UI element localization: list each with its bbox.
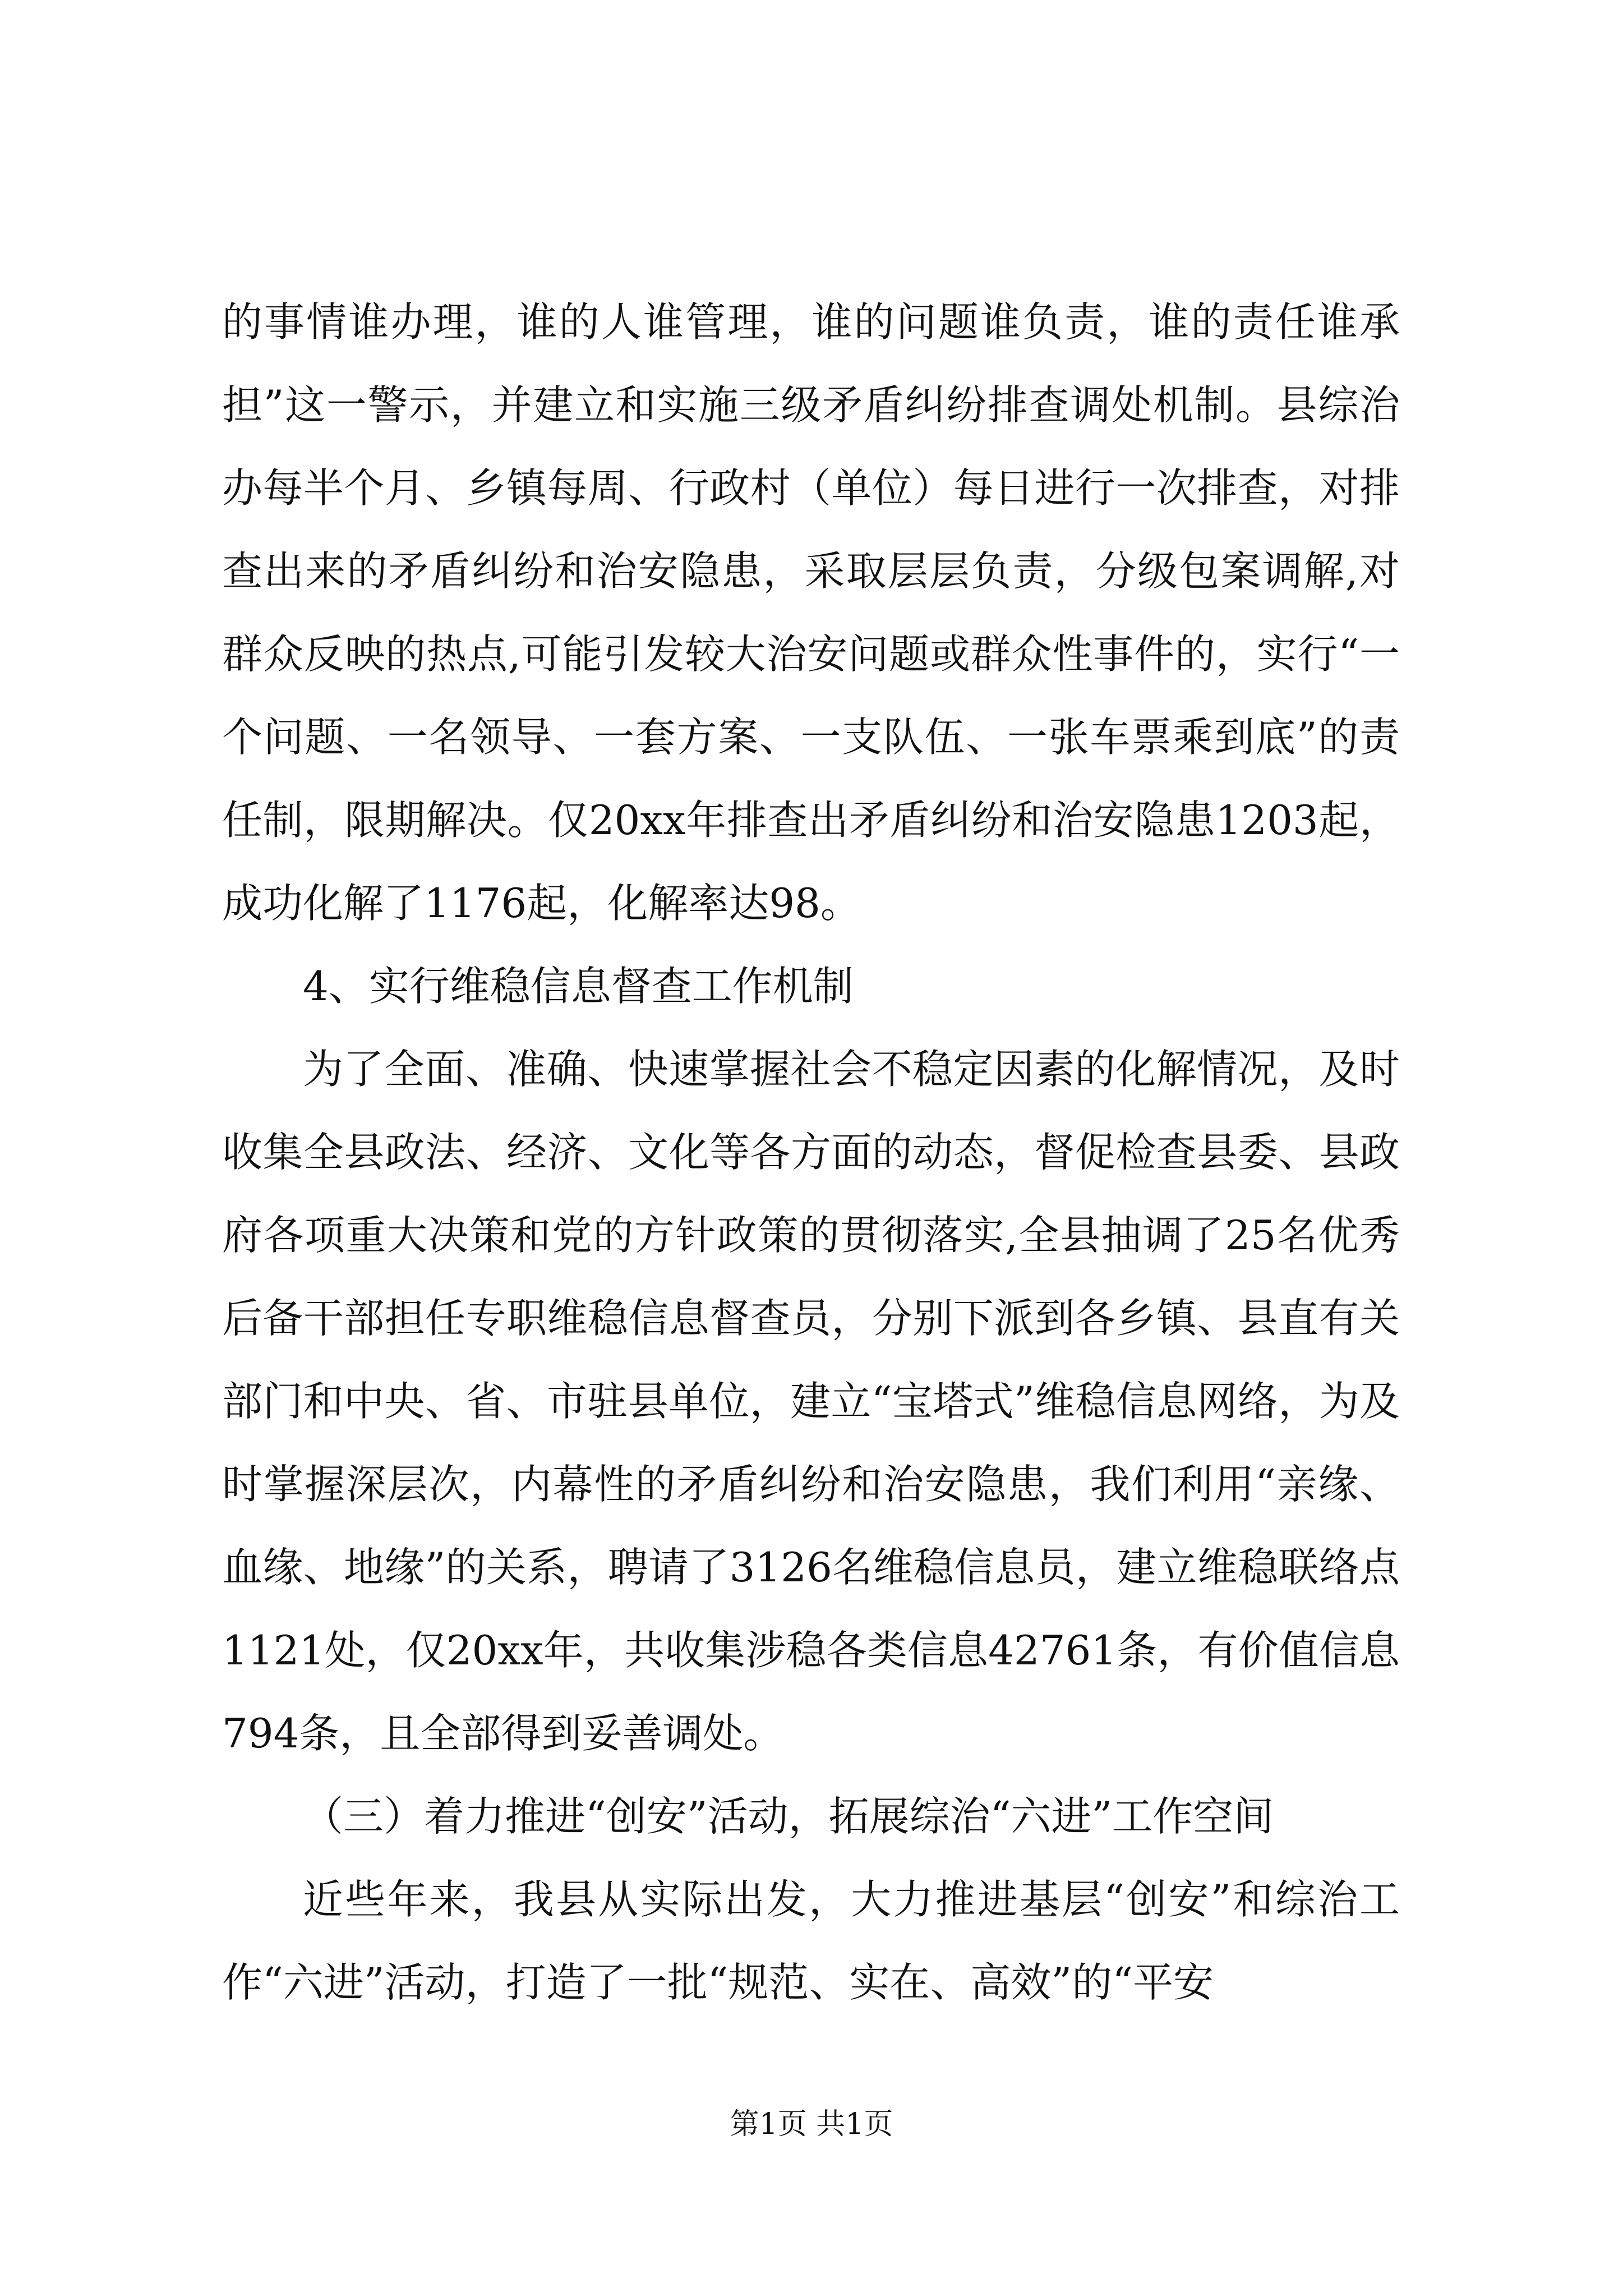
section-3-heading: （三）着力推进“创安”活动，拓展综治“六进”工作空间 [303, 1793, 1274, 1840]
section-3-paragraph: 近些年来，我县从实际出发，大力推进基层“创安”和综治工作“六进”活动，打造了一批“规范、实在、高效”的“平安 [222, 1876, 1400, 2006]
stability-info-paragraph: 为了全面、准确、快速掌握社会不稳定因素的化解情况，及时收集全县政法、经济、文化等各方面的动态，督促检查县委、县政府各项重大决策和党的方针政策的贯彻落实,全县抽调了25名优秀后备干部担任专职维稳信息督查员，分别下派到各乡镇、县直有关部门和中央、省、市驻县单位，建立“宝塔式”维稳信息网络，为及时掌握深层次，内幕性的矛盾纠纷和治安隐患，我们利用“亲缘、血缘、地缘”的关系，聘请了3126名维稳信息员，建立维稳联络点1121处，仅20xx年，共收集涉稳各类信息42761条，有价值信息794条，且全部得到妥善调处。 [222, 1046, 1400, 1757]
continued-paragraph: 的事情谁办理，谁的人谁管理，谁的问题谁负责，谁的责任谁承担”这一警示，并建立和实施三级矛盾纠纷排查调处机制。县综治办每半个月、乡镇每周、行政村（单位）每日进行一次排查，对排查出来的矛盾纠纷和治安隐患，采取层层负责，分级包案调解,对群众反映的热点,可能引发较大治安问题或群众性事件的，实行“一个问题、一名领导、一套方案、一支队伍、一张车票乘到底”的责任制，限期解决。仅20xx年排查出矛盾纠纷和治安隐患1203起，成功化解了1176起，化解率达98。 [222, 298, 1400, 927]
subsection-heading-4: 4、实行维稳信息督查工作机制 [303, 963, 854, 1010]
page-footer: 第1页 共1页 [730, 2108, 893, 2141]
document-body [222, 280, 1400, 2024]
